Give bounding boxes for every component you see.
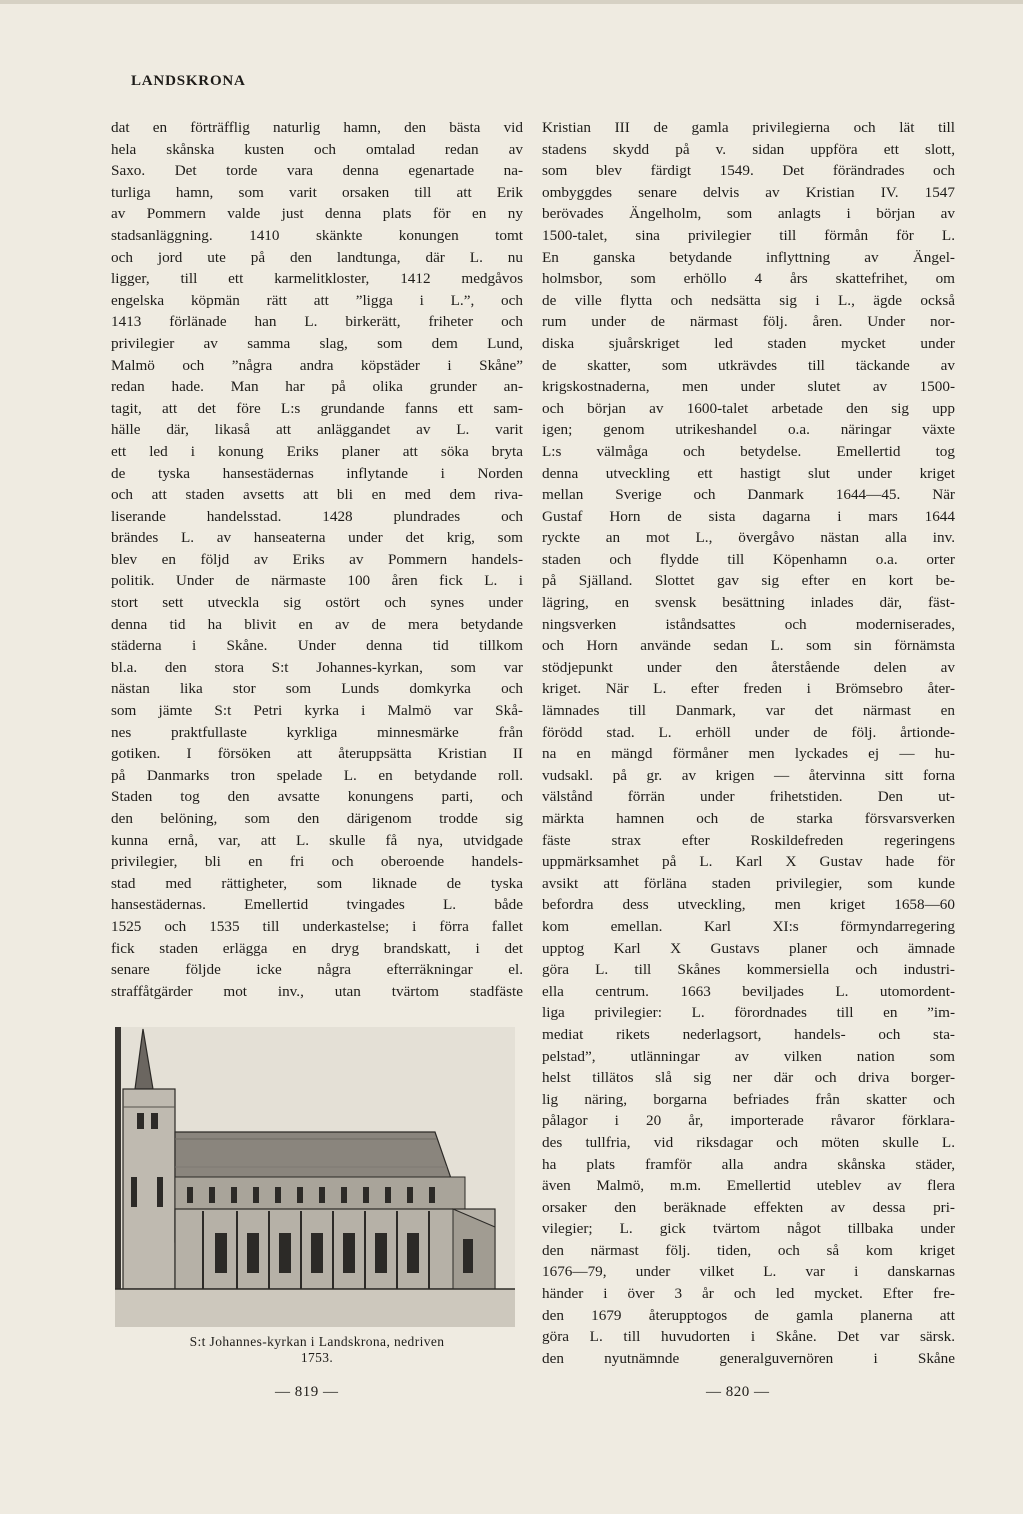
text-line: privilegier, bli en fri och oberoende handels- [111, 853, 523, 871]
text-line: 1676—79, under vilket L. var i danskarnas [542, 1263, 955, 1281]
text-line: blev en följd av Eriks av Pommern handels- [111, 550, 523, 568]
text-line: händer i över 3 år och led mycket. Efter fre- [542, 1285, 955, 1303]
text-line: lig näring, borgarna befriades från skatter och [542, 1090, 955, 1108]
text-line: brändes L. av hanseaterna under det krig, som [111, 529, 523, 547]
text-line: Saxo. Det torde vara denna egenartade na- [111, 162, 523, 180]
text-line: denna tid ha blivit en av de mera betydande [111, 615, 523, 633]
text-line: städerna i Skåne. Under denna tid tillkom [111, 637, 523, 655]
text-line: senare följde icke några efterräkningar el. [111, 961, 523, 979]
text-line: kunna ernå, var, att L. skulle få nya, utvidgade [111, 831, 523, 849]
text-line: straffåtgärder mot inv., utan tvärtom stadfäste [111, 982, 523, 1000]
text-line: välstånd förrän under frihetstiden. Den ut- [542, 788, 955, 806]
text-line: kom emellan. Karl XI:s förmyndarregering [542, 917, 955, 935]
text-line: bl.a. den stora S:t Johannes-kyrkan, som var [111, 658, 523, 676]
text-line: de skatter, som utkrävdes till täckande av [542, 356, 955, 374]
text-line: på Danmarks tron spelade L. en betydande roll. [111, 766, 523, 784]
text-line: den nyutnämnde generalguvernören i Skåne [542, 1349, 955, 1367]
text-line: vilegier; L. gick tvärtom något tillbaka under [542, 1220, 955, 1238]
text-line: liga privilegier: L. förordnades till en ”im- [542, 1004, 955, 1022]
text-line: stödjepunkt under den återstående delen av [542, 658, 955, 676]
text-line: de ville flytta och nedsätta sig i L., ägde också [542, 291, 955, 309]
church-illustration [115, 1027, 515, 1327]
text-line: dat en förträfflig naturlig hamn, den bästa vid [111, 119, 523, 136]
text-line: staden och flydde till Köpenhamn o.a. orter [542, 550, 955, 568]
text-line: En ganska betydande inflyttning av Ängel- [542, 248, 955, 266]
text-line: och början av 1600-talet arbetade den sig upp [542, 399, 955, 417]
text-line: diska sjuårskriget led staden mycket under [542, 334, 955, 352]
text-line: lämnades till Danmark, var det närmast en [542, 702, 955, 720]
text-line: avsikt att förläna staden privilegier, som kunde [542, 874, 955, 892]
text-line: av Pommern valde just denna plats för en ny [111, 205, 523, 223]
text-line: göra L. till Skånes kommersiella och industri- [542, 961, 955, 979]
text-line: rum under de närmast följ. åren. Under nor- [542, 313, 955, 331]
text-line: 1525 och 1535 till underkastelse; i förra fallet [111, 917, 523, 935]
text-line: privilegier av samma slag, som dem Lund, [111, 334, 523, 352]
text-line: ett led i konung Eriks planer att söka bryta [111, 442, 523, 460]
text-line: den 1679 återupptogos de gamla planerna att [542, 1306, 955, 1324]
text-line: stadens skydd på v. sidan uppföra ett slott, [542, 140, 955, 158]
text-line: som blev färdigt 1549. Det förändrades och [542, 162, 955, 180]
text-line: pelstad”, utlänningar av vilken nation som [542, 1047, 955, 1065]
text-line: förödd stad. L. erhöll under de följ. årtionde- [542, 723, 955, 741]
left-text-column [111, 117, 523, 1002]
text-line: och jord ute på den landtunga, där L. nu [111, 248, 523, 266]
text-line: uppmärksamhet på L. Karl X Gustav hade för [542, 853, 955, 871]
text-line: vudsakl. på gr. av krigen — återvinna sitt forna [542, 766, 955, 784]
text-line: ligger, till ett karmelitkloster, 1412 medgåvos [111, 270, 523, 288]
page-number-left: — 819 — [275, 1384, 339, 1400]
text-line: även Malmö, m.m. Emellertid uteblev av flera [542, 1177, 955, 1195]
figure-caption [111, 1334, 523, 1366]
text-line: des tullfria, vid riksdagar och möten skulle L. [542, 1133, 955, 1151]
text-line: na en mängd förmåner men lyckades ej — hu- [542, 745, 955, 763]
caption-line-2: 1753. [300, 1350, 334, 1365]
text-line: lägring, en svensk besättning inlades där, fäst- [542, 594, 955, 612]
text-line: tagit, att det före L:s grundande fanns ett sam- [111, 399, 523, 417]
text-line: på Själland. Slottet gav sig efter en kort be- [542, 572, 955, 590]
text-line: och Horn använde sedan L. som sin förnämsta [542, 637, 955, 655]
text-line: nes praktfullaste kyrkliga minnesmärke från [111, 723, 523, 741]
text-line: igen; genom utrikeshandel o.a. näringar växte [542, 421, 955, 439]
text-line: Malmö och ”några andra köpstäder i Skåne” [111, 356, 523, 374]
page-top-edge [0, 0, 1023, 4]
text-line: fäste strax efter Roskildefreden regeringens [542, 831, 955, 849]
text-line: ombyggdes senare delvis av Kristian IV. 1547 [542, 183, 955, 201]
text-line: märkta hamnen och de starka försvarsverken [542, 810, 955, 827]
text-line: Staden tog den avsatte konungens parti, och [111, 788, 523, 806]
text-line: liserande handelsstad. 1428 plundrades och [111, 507, 523, 525]
text-line: mediat rikets nederlagsort, handels- och sta- [542, 1025, 955, 1043]
text-line: orsaker den beräknade effekten av dessa pri- [542, 1198, 955, 1216]
text-line: pålagor i 20 år, importerade råvaror förklara- [542, 1112, 955, 1130]
right-text-column [542, 117, 955, 1369]
text-line: helst tillätos slå sig ner där och driva borger- [542, 1069, 955, 1087]
text-line: ningsverken iståndsattes och moderniserades, [542, 615, 955, 633]
text-line: politik. Under de närmaste 100 åren fick L. i [111, 572, 523, 590]
text-line: stad med rättigheter, som liknade de tyska [111, 874, 523, 892]
text-line: hela skånska kusten och omtalad redan av [111, 140, 523, 158]
text-line: holmsbor, som erhöllo 4 års skattefrihet, om [542, 270, 955, 288]
text-line: göra L. till huvudorten i Skåne. Det var särsk. [542, 1328, 955, 1346]
text-line: de tyska hansestädernas inflytande i Norden [111, 464, 523, 482]
text-line: denna utveckling ett hastigt slut under kriget [542, 464, 955, 482]
text-line: krigskostnaderna, men under slutet av 1500- [542, 378, 955, 396]
text-line: hansestädernas. Emellertid tvingades L. både [111, 896, 523, 914]
text-line: Gustaf Horn de sista dagarna i mars 1644 [542, 507, 955, 525]
text-line: stadsanläggning. 1410 skänkte konungen tomt [111, 226, 523, 244]
running-head: LANDSKRONA [131, 73, 246, 89]
text-line: Kristian III de gamla privilegierna och lät till [542, 119, 955, 136]
text-line: ha plats framför alla andra skånska städer, [542, 1155, 955, 1173]
page-number-right: — 820 — [706, 1384, 770, 1400]
text-line: upptog Karl X Gustavs planer och ämnade [542, 939, 955, 957]
text-line: befordra dess utveckling, men kriget 1658—60 [542, 896, 955, 914]
text-line: och att staden avsetts att bli en med dem riva- [111, 486, 523, 504]
text-line: stort sett utveckla sig ostört och synes under [111, 594, 523, 612]
text-line: gotiken. I försöken att återuppsätta Kristian II [111, 745, 523, 763]
church-drawing [115, 1027, 515, 1327]
text-line: L:s välmåga och betydelse. Emellertid tog [542, 442, 955, 460]
text-line: hälle där, likaså att anläggandet av L. varit [111, 421, 523, 439]
text-line: mellan Sverige och Danmark 1644—45. När [542, 486, 955, 504]
text-line: 1413 förlänade han L. birkerätt, friheter och [111, 313, 523, 331]
caption-line-1: S:t Johannes-kyrkan i Landskrona, nedriven [189, 1334, 445, 1349]
text-line: berövades Ängelholm, som anlagts i början av [542, 205, 955, 223]
text-line: ryckte an mot L., övergåvo nästan alla inv. [542, 529, 955, 547]
text-line: fick staden erlägga en dryg brandskatt, i det [111, 939, 523, 957]
text-line: 1500-talet, sina privilegier till förmån för L. [542, 226, 955, 244]
text-line: den närmast följ. tiden, och så kom kriget [542, 1241, 955, 1259]
text-line: ella centrum. 1663 beviljades L. utomordent- [542, 982, 955, 1000]
text-line: kriget. När L. efter freden i Brömsebro åter- [542, 680, 955, 698]
text-line: redan hade. Man har på olika grunder an- [111, 378, 523, 396]
text-line: den belöning, som den därigenom trodde sig [111, 810, 523, 827]
text-line: engelska köpmän rätt att ”ligga i L.”, och [111, 291, 523, 309]
text-line: turliga hamn, som varit orsaken till att Erik [111, 183, 523, 201]
text-line: nästan lika stor som Lunds domkyrka och [111, 680, 523, 698]
text-line: som jämte S:t Petri kyrka i Malmö var Skå- [111, 702, 523, 720]
